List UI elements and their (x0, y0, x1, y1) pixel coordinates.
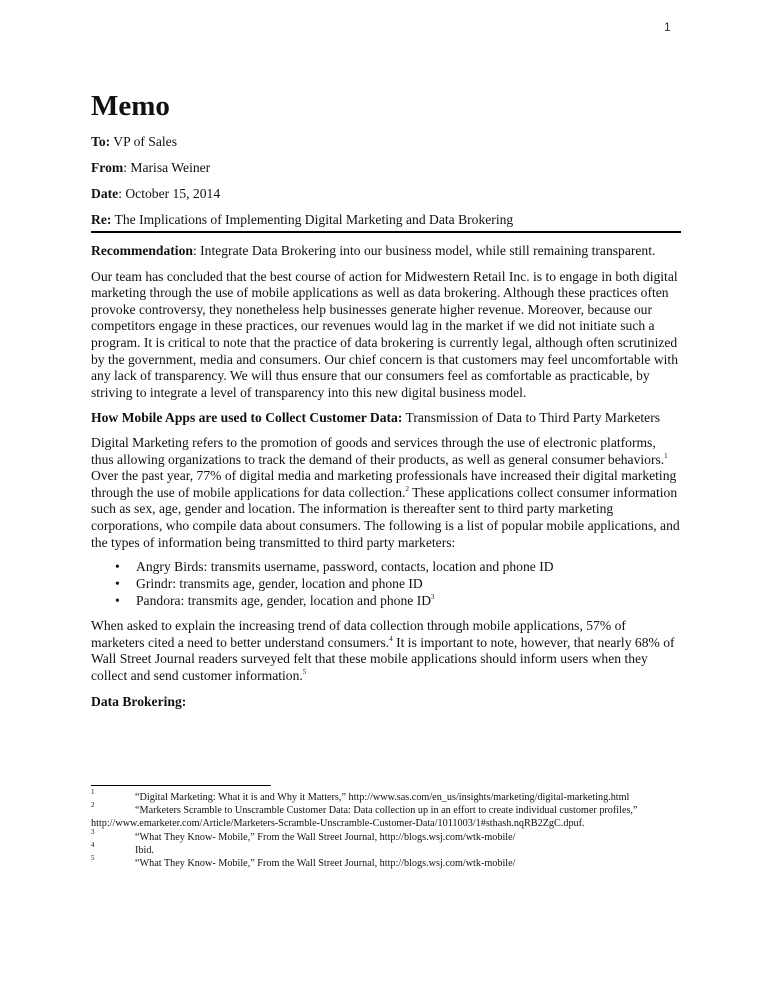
to-label: To: (91, 134, 111, 149)
recommendation (91, 243, 681, 260)
bullet-icon: • (115, 593, 120, 609)
paragraph-2-b: Over the past year, 77% of digital media and marketing professionals have increased their digital marketing through the use of mobile applications for data collection. (91, 468, 677, 500)
list-item-text: Grindr: transmits age, gender, location and phone ID (136, 576, 423, 592)
re-line (91, 211, 681, 233)
date-line (91, 185, 681, 203)
footnote-ref-5: 5 (302, 667, 307, 676)
bullet-icon: • (115, 576, 120, 592)
footnote-number: 5 (91, 854, 95, 863)
app-list (91, 558, 681, 609)
paragraph-2-a: Digital Marketing refers to the promotion of goods and services through the use of electronic platforms, thus allowing organizations to track the demand of their products, as well as general consumer behaviors. (91, 434, 665, 467)
page-number: 1 (664, 20, 671, 34)
paragraph-3-b: It is important to note, however, that nearly 68% of Wall Street Journal readers surveyed felt that these mobile applications should inform users when they collect and send customer information. (91, 634, 675, 683)
date-value: : October 15, 2014 (118, 186, 221, 201)
footnote-ref-4: 4 (389, 634, 393, 643)
footnote (91, 854, 681, 870)
memo-title: Memo (91, 90, 170, 122)
memo-body (91, 87, 681, 711)
section-1-text: Transmission of Data to Third Party Marketers (402, 410, 661, 426)
from-line (91, 159, 681, 177)
from-value: : Marisa Weiner (123, 160, 211, 175)
footnote-text: “What They Know- Mobile,” From the Wall Street Journal, http://blogs.wsj.com/wtk-mobile/ (135, 831, 516, 843)
to-value: VP of Sales (110, 134, 177, 149)
footnote-divider (91, 785, 271, 786)
list-item (115, 592, 681, 609)
from-label: From (91, 160, 124, 175)
list-item (115, 575, 681, 592)
list-item-text: Pandora: transmits age, gender, location and phone ID (136, 593, 432, 609)
paragraph-2 (91, 435, 681, 551)
section-heading-data-brokering: Data Brokering: (91, 694, 187, 710)
re-value: The Implications of Implementing Digital Marketing and Data Brokering (111, 212, 514, 227)
footnote (91, 840, 681, 857)
to-line (91, 133, 681, 151)
footnote-number: 4 (91, 840, 95, 849)
footnote-text: “Digital Marketing: What it is and Why it Matters,” http://www.sas.com/en_us/insights/marketing/digital-marketing.html (135, 792, 630, 803)
date-label: Date (91, 186, 119, 201)
footnote (91, 801, 681, 830)
recommendation-label: Recommendation (91, 243, 193, 258)
paragraph-2-c: These applications collect consumer information such as sex, age, gender and location. The information is thereafter sent to third party marketing corporations, who compile data about consumers. The following is a list of popular mobile applications, and the types of information being transmitted to third party marketers: (91, 484, 680, 550)
footnote-text: “Marketers Scramble to Unscramble Customer Data: Data collection up in an effort to create individual customer profiles,” http://www.emarketer.com/Article/Marketers-Scramble-Unscramble-Customer-Data/1011003/1#sthash.nqRB2ZgC.dpuf. (91, 805, 638, 830)
bullet-icon: • (115, 559, 120, 575)
footnote-ref-2: 2 (405, 484, 409, 493)
recommendation-text: : Integrate Data Brokering into our business model, while still remaining transparent. (192, 243, 656, 258)
footnote-text: “What They Know- Mobile,” From the Wall Street Journal, http://blogs.wsj.com/wtk-mobile/ (135, 858, 516, 870)
footnotes (91, 788, 681, 870)
paragraph-3 (91, 618, 681, 684)
footnote-ref-3: 3 (431, 593, 435, 602)
footnote-ref-1: 1 (664, 451, 668, 460)
footnote (91, 827, 681, 844)
footnote (91, 788, 681, 804)
footnote-number: 2 (91, 801, 95, 810)
paragraph-3-a: When asked to explain the increasing trend of data collection through mobile applications, 57% of marketers cited a need to better understand consumers. (91, 618, 626, 650)
section-heading-mobile-apps (91, 410, 681, 427)
paragraph-1: Our team has concluded that the best course of action for Midwestern Retail Inc. is to engage in both digital marketing through the use of mobile applications as well as data brokering. Although these practices often provoke controversy, they nonetheless help businesses generate higher revenue. Moreover, because our competitors engage in these practices, our revenues would lag in the market if we did not initiate such a program. It is critical to note that the practice of data brokering is currently legal, although often scrutinized by the government, media and consumers. Our chief concern is that customers may feel uncomfortable with any lack of transparency. We will thus ensure that our consumers feel as comfortable as practicable, by striving to integrate a level of transparency into this new digital business model. (91, 268, 678, 400)
list-item-text: Angry Birds: transmits username, password, contacts, location and phone ID (136, 559, 554, 575)
footnote-text: Ibid. (135, 844, 154, 856)
footnote-number: 1 (91, 788, 95, 796)
footnote-number: 3 (91, 827, 95, 836)
list-item (115, 558, 681, 575)
re-label: Re: (91, 212, 112, 227)
section-1-label: How Mobile Apps are used to Collect Customer Data: (91, 410, 403, 426)
